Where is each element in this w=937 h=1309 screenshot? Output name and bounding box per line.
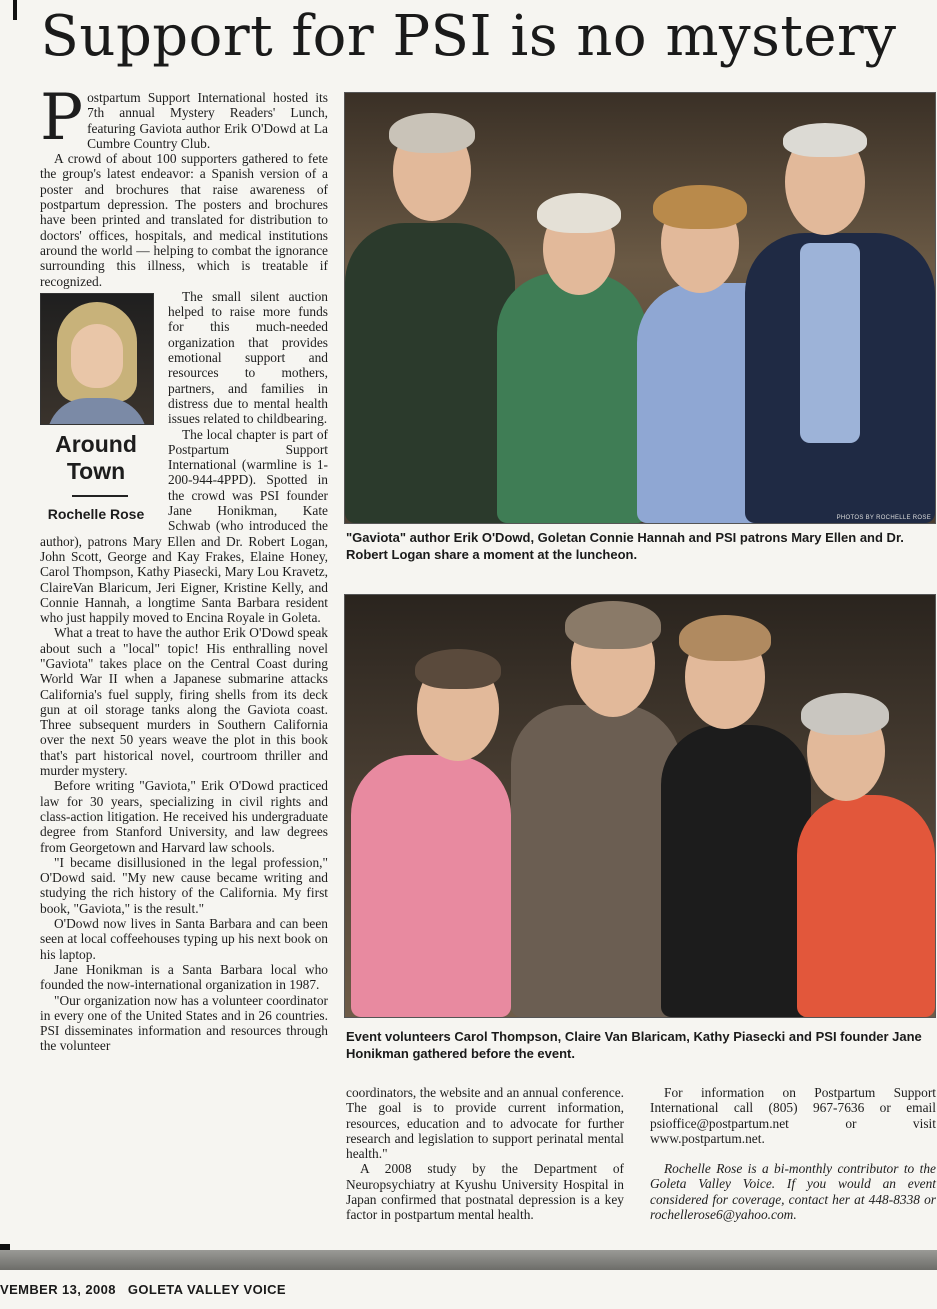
paragraph: A 2008 study by the Department of Neuropsychiatry at Kyushu University Hospital in Japan confirmed that postnatal depression is a key factor in postpartum mental health. — [346, 1161, 624, 1223]
photo-credit: PHOTOS BY ROCHELLE ROSE — [836, 515, 931, 521]
column-title: Around Town — [55, 430, 137, 484]
article-column-2 — [346, 1085, 624, 1223]
paragraph: The small silent auction helped to raise more funds for this much-needed organization that provides emotional support and resources to mothers, partners, and families in distress due to mental health issues related to childbearing. — [168, 288, 328, 427]
paragraph: "Our organization now has a volunteer coordinator in every one of the United States and in 26 countries. PSI disseminates information and resources through the volunteer — [40, 992, 328, 1054]
paragraph: coordinators, the website and an annual conference. The goal is to provide current information, resources, education and to advocate for further research and legislation to support perinatal mental health." — [346, 1085, 624, 1162]
lead-paragraph: Postpartum Support International hosted its 7th annual Mystery Readers' Lunch, featuring Gaviota author Erik O'Dowd at La Cumbre Country Club. — [40, 81, 328, 155]
headline: Support for PSI is no mystery — [40, 4, 897, 69]
paragraph: O'Dowd now lives in Santa Barbara and can been seen at local coffeehouses typing up his next book on his laptop. — [40, 916, 328, 962]
photo-luncheon — [344, 92, 936, 524]
footer-rule — [0, 1250, 937, 1270]
paragraph: Before writing "Gaviota," Erik O'Dowd practiced law for 30 years, specializing in civil rights and class-action litigation. He received his undergraduate degree from Stanford University, and law degrees from Georgetown and Harvard law schools. — [40, 778, 328, 855]
article-column-1 — [40, 81, 328, 1230]
paragraph: The local chapter is part of Postpartum Support International (warmline is 1-200-944-4PPD). Spotted in the crowd was PSI founder Jane Honikman, Kate Schwab (who introduced the author), patrons Mary Ellen and Dr. Robert Logan, John Scott, George and Kay Frakes, Elaine Honey, Carol Thompson, Kathy Piasecki, Mary Lou Kravetz, ClaireVan Blaricum, Jeri Eigner, Kristine Kelly, and Connie Hannah, a longtime Santa Barbara resident who just happily moved to Encina Royale in Goleta. — [40, 426, 328, 626]
paragraph: Jane Honikman is a Santa Barbara local who founded the now-international organization in 1987. — [40, 961, 328, 993]
photo-caption: Event volunteers Carol Thompson, Claire Van Blaricam, Kathy Piasecki and PSI founder Jane Honikman gathered before the event. — [346, 1029, 922, 1061]
page-footer: VEMBER 13, 2008 GOLETA VALLEY VOICE — [0, 1282, 286, 1297]
photo-caption: "Gaviota" author Erik O'Dowd, Goletan Connie Hannah and PSI patrons Mary Ellen and Dr. Robert Logan share a moment at the luncheon. — [346, 530, 904, 562]
paragraph: What a treat to have the author Erik O'Dowd speak about such a "local" topic! His enthralling novel "Gaviota" takes place on the Central Coast during World War II when a Japanese submarine attacks California's fuel supply, firing shells from its deck gun at oil storage tanks along the Gaviota coast. Three subsequent murders in Southern California over the next 50 years weave the plot in this book that's part historical novel, courtroom thriller and murder mystery. — [40, 625, 328, 779]
author-bio: Rochelle Rose is a bi-monthly contributor to the Goleta Valley Voice. If you would an event considered for coverage, contact her at 448-8338 or rochellerose6@yahoo.com. — [650, 1161, 936, 1223]
column-label — [40, 293, 160, 529]
contact-paragraph: For information on Postpartum Support International call (805) 967-7636 or email psioffice@postpartum.net or visit www.postpartum.net. — [650, 1085, 936, 1146]
author-headshot — [40, 293, 154, 425]
paragraph: "I became disillusioned in the legal profession," O'Dowd said. "My new cause became writing and studying the rich history of the California. My first book, "Gaviota," is the result." — [40, 854, 328, 916]
article-column-3 — [650, 1085, 936, 1222]
drop-cap: P — [40, 81, 84, 155]
paragraph: A crowd of about 100 supporters gathered to fete the group's latest endeavor: a Spanish version of a poster and brochures that raise awareness of postpartum depression. The posters and brochures have been printed and translated for distribution to doctors' offices, hospitals, and medical institutions around the world — helping to combat the ignorance surrounding this illness, which is treatable if recognized. — [40, 151, 328, 289]
photo-volunteers — [344, 594, 936, 1018]
divider — [72, 495, 128, 497]
byline: Rochelle Rose — [47, 505, 145, 522]
